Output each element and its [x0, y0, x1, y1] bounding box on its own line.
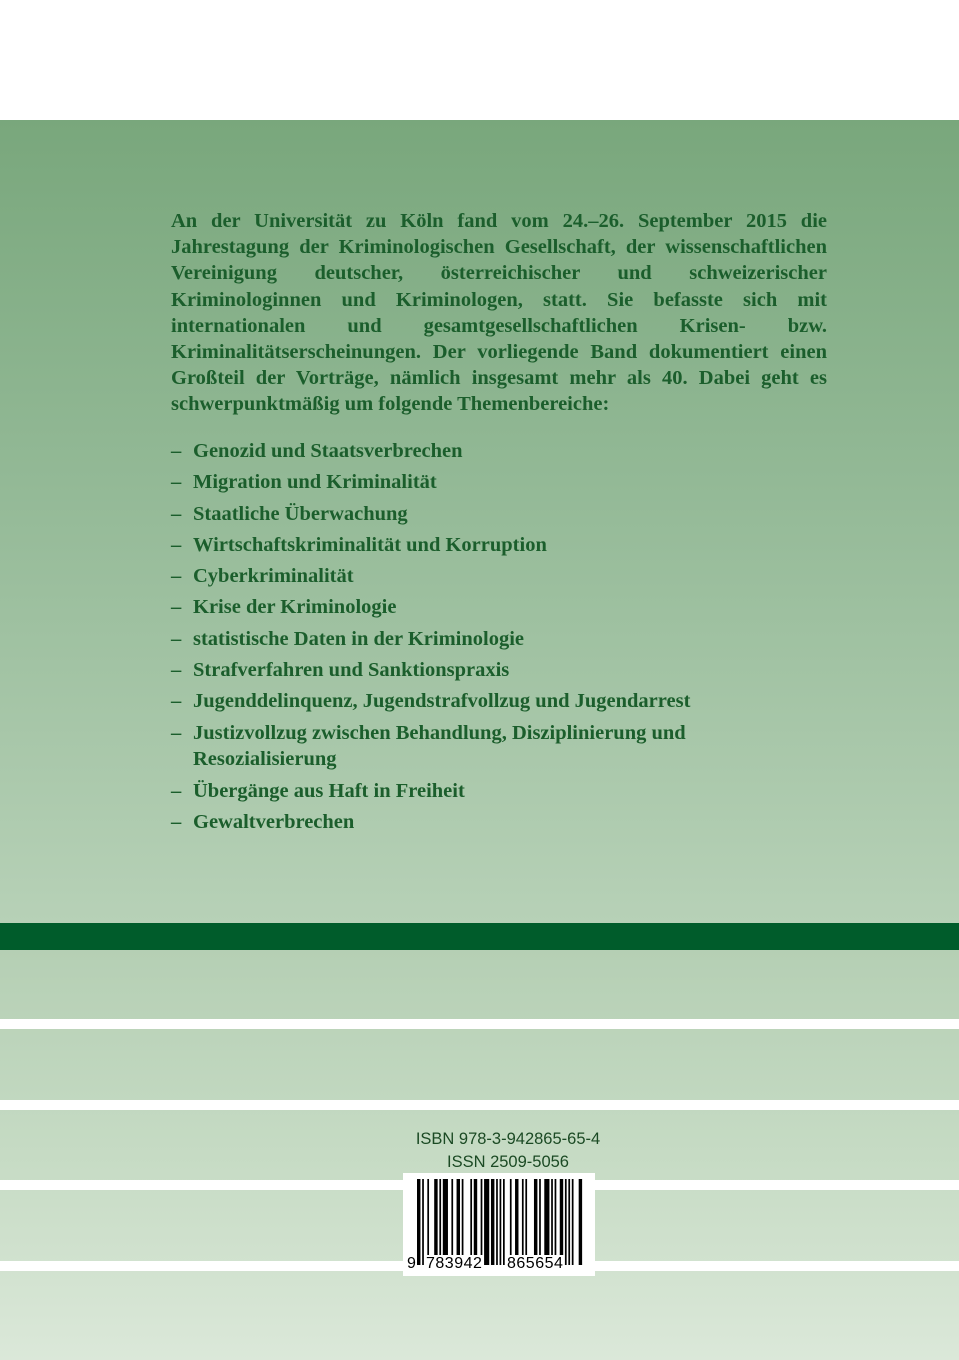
barcode-bar — [496, 1179, 498, 1265]
barcode-bar — [443, 1179, 448, 1265]
barcode-bar — [522, 1179, 524, 1265]
barcode-bar — [544, 1179, 549, 1265]
list-dash: – — [171, 779, 182, 802]
barcode-group-1: 783942 — [426, 1255, 483, 1272]
barcode-bar — [568, 1179, 570, 1265]
topic-text: Wirtschaftskriminalität und Korruption — [193, 533, 547, 556]
list-dash: – — [171, 721, 182, 744]
list-dash: – — [171, 440, 182, 462]
barcode-bar — [551, 1179, 553, 1265]
topic-text: Jugenddelinquenz, Jugendstrafvollzug und Jugendarrest — [193, 690, 691, 713]
list-item — [171, 532, 811, 559]
list-item — [171, 809, 811, 836]
list-dash: – — [171, 690, 182, 713]
barcode-bar — [515, 1179, 518, 1265]
issn-number: ISSN 2509-5056 — [446, 1152, 569, 1171]
barcode-bar — [427, 1179, 429, 1265]
topic-text: statistische Daten in der Kriminologie — [193, 627, 525, 650]
barcode-bar — [470, 1179, 472, 1265]
list-dash: – — [171, 659, 182, 682]
list-item — [171, 501, 811, 528]
list-dash: – — [171, 471, 182, 494]
barcode-bar — [481, 1179, 483, 1265]
topic-list — [171, 438, 811, 840]
list-item — [171, 720, 693, 774]
barcode-bar — [572, 1179, 574, 1265]
white-stripe — [0, 1100, 959, 1110]
barcode-bar — [422, 1179, 424, 1265]
top-white-margin — [0, 0, 959, 120]
list-dash: – — [171, 565, 182, 588]
topic-text: Übergänge aus Haft in Freiheit — [193, 779, 465, 802]
list-dash: – — [171, 502, 182, 525]
topic-text: Genozid und Staatsverbrechen — [193, 440, 463, 462]
list-item — [171, 563, 811, 590]
barcode-bar — [451, 1179, 453, 1265]
barcode-bar — [491, 1179, 494, 1265]
isbn-number: ISBN 978-3-942865-65-4 — [415, 1130, 601, 1148]
barcode-bar — [462, 1179, 464, 1265]
topic-text: Cyberkriminalität — [193, 565, 354, 588]
isbn-block — [380, 1128, 636, 1173]
list-item — [171, 438, 811, 465]
barcode-bar — [439, 1179, 441, 1265]
list-item — [171, 688, 811, 715]
barcode-bar — [525, 1179, 527, 1265]
barcode-bar — [457, 1179, 460, 1265]
topic-text: Gewaltverbrechen — [193, 811, 355, 834]
list-dash: – — [171, 596, 182, 619]
topic-text: Krise der Kriminologie — [193, 596, 397, 619]
topic-text: Migration und Kriminalität — [193, 471, 437, 494]
barcode-bar — [484, 1179, 489, 1265]
barcode-group-2: 865654 — [507, 1255, 564, 1272]
barcode-bar — [417, 1179, 420, 1265]
barcode-bar — [534, 1179, 537, 1265]
barcode-bar — [565, 1179, 567, 1265]
list-dash: – — [171, 811, 182, 834]
white-stripe — [0, 1019, 959, 1029]
barcode-bar — [500, 1179, 502, 1265]
barcode-lead-digit: 9 — [407, 1255, 417, 1272]
list-dash: – — [171, 533, 182, 556]
topic-text: Strafverfahren und Sanktionspraxis — [193, 659, 510, 682]
list-dash: – — [171, 627, 182, 650]
list-item — [171, 594, 811, 621]
list-item — [171, 657, 811, 684]
barcode-bar — [503, 1179, 505, 1265]
barcode-bar — [539, 1179, 541, 1265]
barcode-bar — [510, 1179, 512, 1265]
list-item — [171, 778, 811, 805]
barcode-bar — [579, 1179, 582, 1265]
list-item — [171, 469, 811, 496]
blurb-paragraph: An der Universität zu Köln fand vom 24.–26. September 2015 die Jahrestagung der Kriminologischen Gesellschaft, der wissenschaftlichen Vereinigung deutscher, österreichischer und schweizerischer Kriminologinnen und Kriminologen, statt. Sie befasste sich mit internationalen und gesamtgesellschaftlichen Krisen- bzw. Kriminalitätserscheinungen. Der vorliegende Band dokumentiert einen Großteil der Vorträge, nämlich insgesamt mehr als 40. Dabei geht es schwerpunktmäßig um folgende Themenbereiche: — [171, 210, 827, 416]
barcode-bar — [474, 1179, 477, 1265]
barcode-bar — [434, 1179, 437, 1265]
topic-text: Justizvollzug zwischen Behandlung, Disziplinierung und Resozialisierung — [193, 721, 686, 771]
topic-text: Staatliche Überwachung — [193, 502, 408, 525]
barcode-bar — [560, 1179, 563, 1265]
barcode-bar — [555, 1179, 557, 1265]
barcode — [403, 1173, 595, 1276]
dark-green-band — [0, 923, 959, 950]
list-item — [171, 626, 811, 653]
